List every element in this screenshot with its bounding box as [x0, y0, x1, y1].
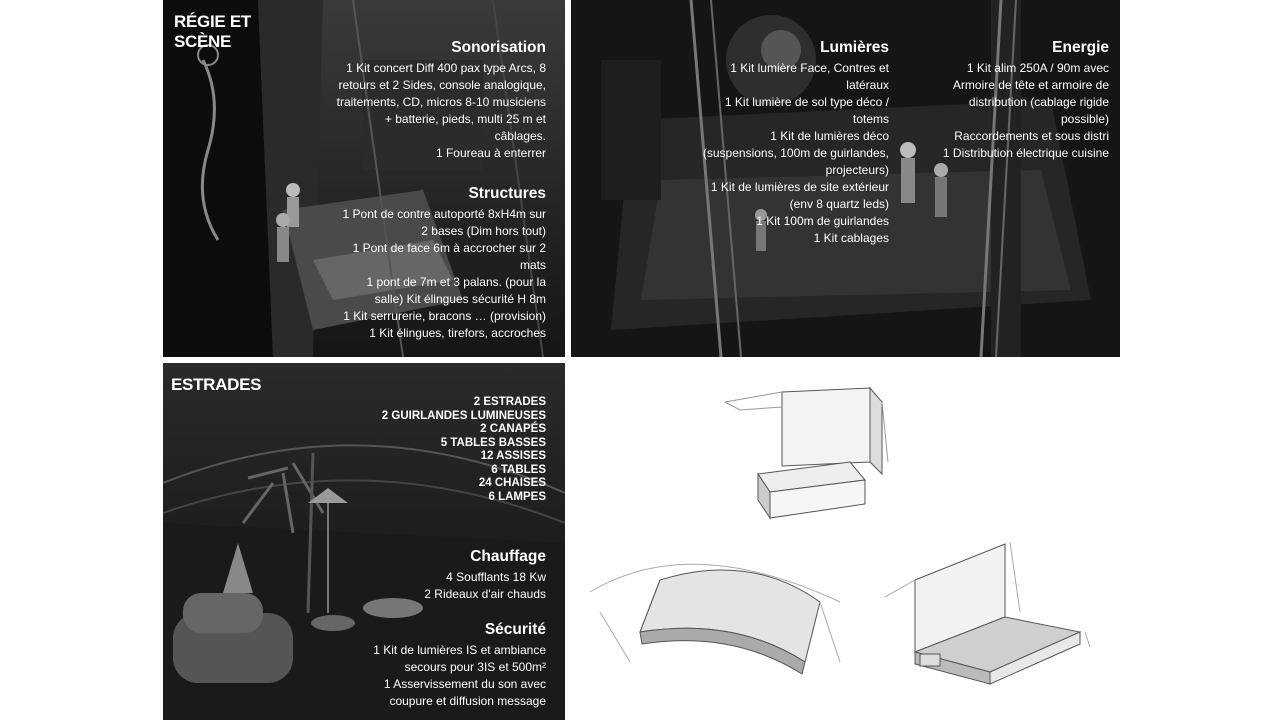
corner-platform-sketch: [885, 542, 1090, 684]
lumieres-line: 1 Kit 100m de guirlandes: [756, 214, 889, 228]
energie-block: [909, 38, 1109, 162]
sonorisation-title: Sonorisation: [451, 39, 546, 56]
lumieres-line: (suspensions, 100m de guirlandes,: [702, 146, 889, 160]
lumieres-line: 1 Kit lumière de sol type déco /: [724, 95, 889, 109]
structures-line: 1 Kit élingues, tirefors, accroches: [369, 326, 546, 340]
lumieres-line: 1 Kit de lumières de site extérieur: [710, 180, 889, 194]
energie-line: distribution (cablage rigide: [968, 95, 1109, 109]
energie-line: 1 Kit alim 250A / 90m avec: [966, 61, 1109, 75]
chauffage-line: 4 Soufflants 18 Kw: [446, 570, 546, 584]
structures-line: 1 Pont de contre autoporté 8xH4m sur: [342, 207, 546, 221]
sonorisation-line: 1 Foureau à enterrer: [435, 146, 546, 160]
energie-line: Armoire de tête et armoire de: [952, 78, 1109, 92]
estrades-item: 6 LAMPES: [488, 490, 546, 503]
energie-title: Energie: [1052, 39, 1109, 56]
sonorisation-block: [286, 38, 546, 162]
structures-block: [286, 184, 546, 342]
lumieres-line: (env 8 quartz leds): [789, 197, 889, 211]
estrades-item: 24 CHAISES: [478, 477, 546, 489]
structures-line: salle) Kit élingues sécurité H 8m: [374, 292, 546, 306]
securite-block: [306, 620, 546, 710]
lumieres-line: 1 Kit cablages: [813, 231, 889, 245]
structures-line: 1 pont de 7m et 3 palans. (pour la: [366, 275, 546, 289]
estrades-list: [306, 396, 546, 504]
structures-line: 1 Pont de face 6m à accrocher sur 2: [352, 241, 546, 255]
estrades-item: 12 ASSISES: [480, 450, 546, 462]
lumieres-line: latéraux: [846, 78, 889, 92]
regie-title-line2: SCÈNE: [174, 32, 232, 51]
lumieres-title: Lumières: [820, 39, 889, 56]
estrades-item: 5 TABLES BASSES: [440, 436, 546, 449]
structures-line: 1 Kit serrurerie, bracons … (provision): [343, 309, 546, 323]
regie-title-line1: RÉGIE ET: [174, 12, 251, 31]
booth-sketch: [725, 388, 888, 518]
sonorisation-line: câblages.: [494, 129, 546, 143]
estrades-item: 2 GUIRLANDES LUMINEUSES: [381, 409, 546, 422]
estrades-item: 2 CANAPÉS: [480, 423, 546, 435]
curved-platform-sketch: [590, 564, 840, 674]
securite-title: Sécurité: [484, 621, 546, 638]
securite-line: secours pour 3IS et 500m²: [404, 660, 546, 674]
estrades-title: ESTRADES: [171, 375, 262, 394]
estrades-item: 2 ESTRADES: [473, 396, 546, 408]
chauffage-title: Chauffage: [470, 548, 546, 565]
lumieres-line: projecteurs): [825, 163, 889, 177]
lumieres-line: totems: [852, 112, 889, 126]
energie-line: possible): [1060, 112, 1109, 126]
platform-drawings: [570, 362, 1120, 720]
chauffage-block: [306, 547, 546, 603]
sonorisation-line: 1 Kit concert Diff 400 pax type Arcs, 8: [346, 61, 546, 75]
regie-scene-panel: [163, 0, 565, 357]
regie-scene-title: [174, 12, 251, 52]
securite-line: coupure et diffusion message: [389, 694, 546, 708]
structures-line: mats: [519, 258, 546, 272]
lumieres-block: [681, 38, 889, 247]
lumieres-line: 1 Kit de lumières déco: [770, 129, 889, 143]
securite-line: 1 Kit de lumières IS et ambiance: [373, 643, 546, 657]
sonorisation-line: + batterie, pieds, multi 25 m et: [384, 112, 546, 126]
lumieres-energie-panel: [571, 0, 1120, 357]
chauffage-line: 2 Rideaux d'air chauds: [424, 587, 546, 601]
energie-line: Raccordements et sous distri: [954, 129, 1109, 143]
sonorisation-line: retours et 2 Sides, console analogique,: [338, 78, 546, 92]
securite-line: 1 Asservissement du son avec: [383, 677, 546, 691]
platform-sketches: [570, 362, 1120, 720]
energie-line: 1 Distribution électrique cuisine: [942, 146, 1109, 160]
sonorisation-line: traitements, CD, micros 8-10 musiciens: [336, 95, 546, 109]
estrades-item: 6 TABLES: [491, 463, 546, 476]
estrades-panel: [163, 363, 565, 720]
structures-line: 2 bases (Dim hors tout): [421, 224, 546, 238]
structures-title: Structures: [468, 185, 546, 202]
lumieres-line: 1 Kit lumière Face, Contres et: [730, 61, 889, 75]
